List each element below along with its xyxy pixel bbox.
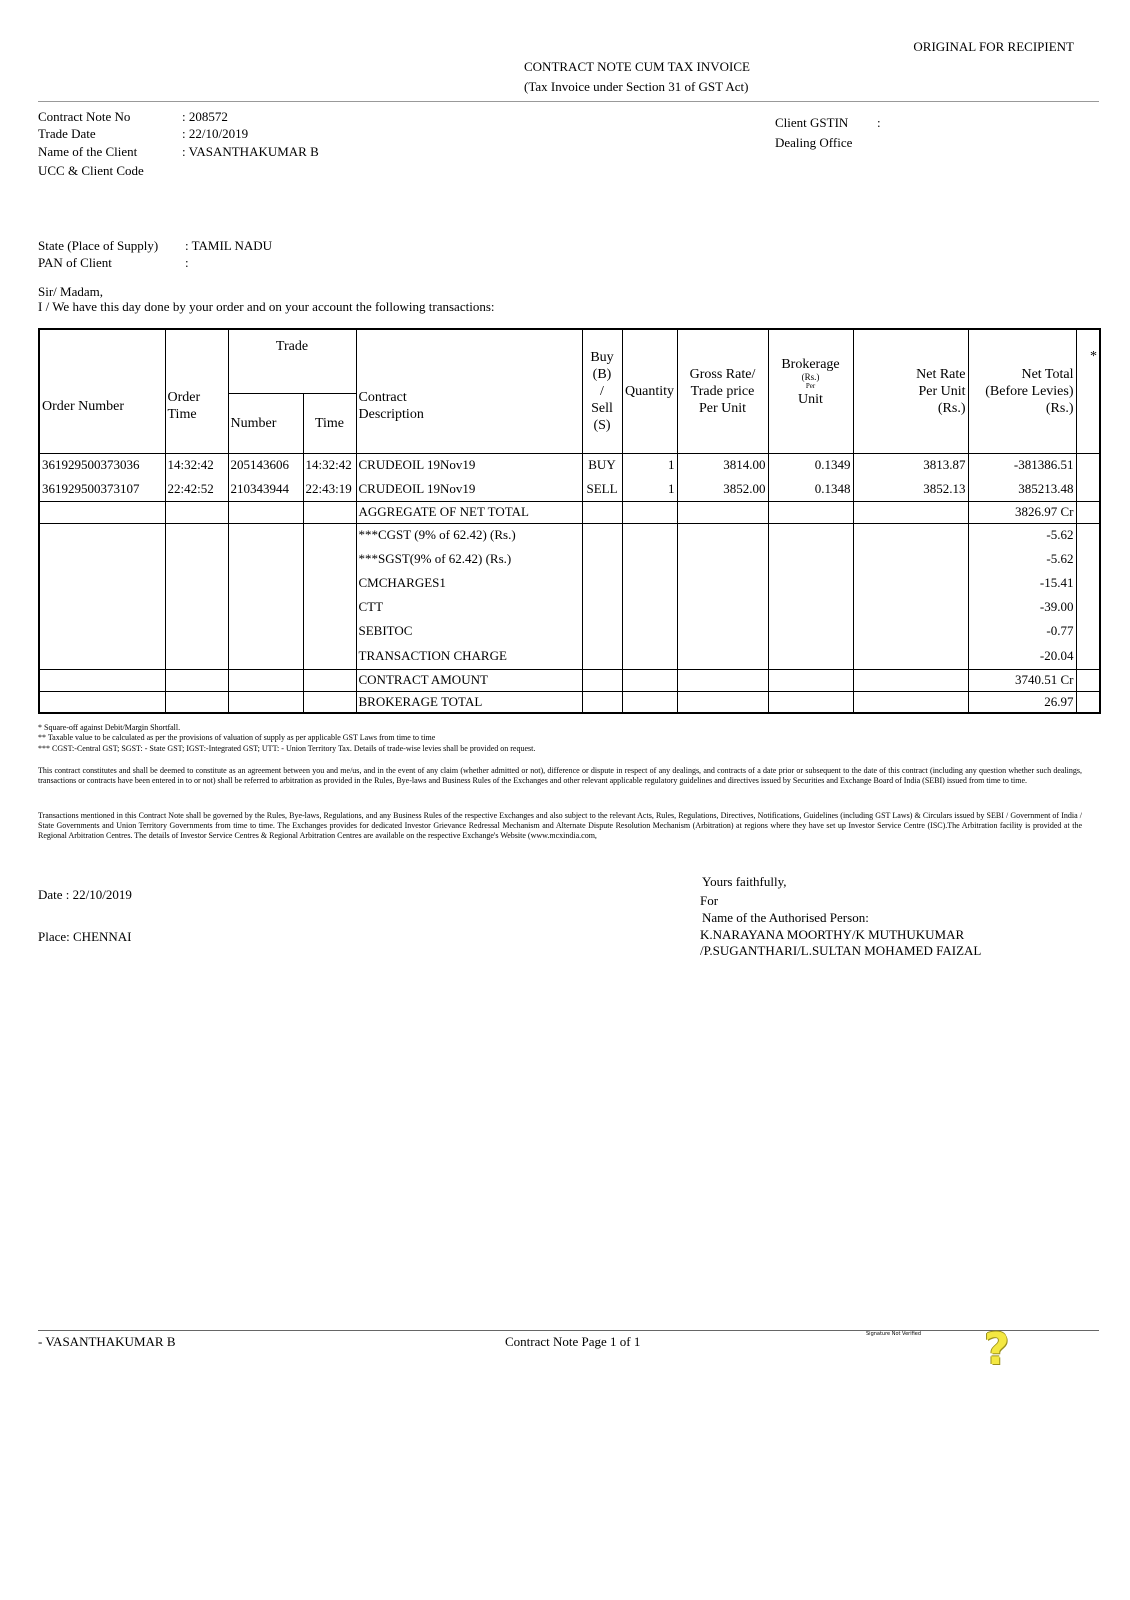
description-cell: CRUDEOIL 19Nov19 (356, 477, 582, 501)
order-number-cell: 361929500373036 (39, 453, 165, 477)
header-buy-sell-5: (S) (593, 417, 611, 433)
signoff-place: Place: CHENNAI (38, 929, 132, 944)
authorised-person-label: Name of the Authorised Person: (702, 910, 869, 925)
levy-value: -39.00 (968, 595, 1076, 619)
levy-value: -15.41 (968, 571, 1076, 595)
signoff-date: Date : 22/10/2019 (38, 887, 132, 902)
footnote-3: *** CGST:-Central GST; SGST: - State GST; IGST:-Integrated GST; UTT: - Union Territory Tax. Details of trade-wise levies shall be provided on request. (38, 744, 536, 753)
levy-value: -20.04 (968, 643, 1076, 669)
pan-label: PAN of Client (38, 255, 112, 270)
description-cell: CRUDEOIL 19Nov19 (356, 453, 582, 477)
dealing-office-label: Dealing Office (775, 135, 853, 150)
contract-amount-row (39, 669, 1100, 691)
brokerage-total-label: BROKERAGE TOTAL (356, 691, 582, 713)
footer-page-number: Contract Note Page 1 of 1 (505, 1334, 641, 1349)
trade-date-value: : 22/10/2019 (182, 126, 249, 141)
header-gross-rate-3: Per Unit (698, 400, 747, 416)
order-time-cell: 14:32:42 (165, 453, 228, 477)
net-rate-cell: 3852.13 (853, 477, 968, 501)
header-brokerage-2: (Rs.) (801, 372, 820, 382)
levy-row (39, 619, 1100, 643)
client-name-value: : VASANTHAKUMAR B (182, 144, 319, 159)
client-gstin-label: Client GSTIN (775, 115, 849, 130)
levy-value: -5.62 (968, 547, 1076, 571)
header-buy-sell-3: / (600, 383, 604, 399)
trade-date-label: Trade Date (38, 126, 96, 141)
header-net-rate-1: Net Rate (916, 366, 966, 382)
buy-sell-cell: SELL (582, 477, 622, 501)
state-value: : TAMIL NADU (185, 238, 273, 253)
aggregate-label: AGGREGATE OF NET TOTAL (356, 501, 582, 523)
footnote-1: * Square-off against Debit/Margin Shortfall. (38, 723, 181, 732)
buy-sell-cell: BUY (582, 453, 622, 477)
header-quantity: Quantity (622, 329, 677, 453)
order-number-cell: 361929500373107 (39, 477, 165, 501)
header-trade: Trade (228, 329, 356, 393)
net-total-cell: -381386.51 (968, 453, 1076, 477)
quantity-cell: 1 (622, 477, 677, 501)
authorised-person-line2: /P.SUGANTHARI/L.SULTAN MOHAMED FAIZAL (700, 943, 982, 958)
header-trade-number: Number (228, 393, 303, 453)
client-gstin-colon: : (877, 115, 881, 130)
header-divider (38, 101, 1099, 102)
levy-row (39, 571, 1100, 595)
header-net-rate-3: (Rs.) (937, 400, 966, 416)
header-gross-rate-1: Gross Rate/ (689, 366, 756, 382)
state-label: State (Place of Supply) (38, 238, 159, 253)
document-title: CONTRACT NOTE CUM TAX INVOICE (524, 59, 750, 74)
header-net-total-3: (Rs.) (1045, 400, 1074, 416)
header-contract-description-text: Contract Description (358, 390, 424, 423)
header-brokerage-4: Unit (798, 392, 823, 407)
table-row (39, 477, 1100, 501)
levy-row (39, 523, 1100, 547)
brokerage-cell: 0.1348 (768, 477, 853, 501)
header-order-time (165, 329, 228, 453)
header-buy-sell (582, 329, 622, 453)
remarks-cell (1076, 477, 1100, 501)
net-total-cell: 385213.48 (968, 477, 1076, 501)
levy-label: ***SGST(9% of 62.42) (Rs.) (356, 547, 582, 571)
header-gross-rate-2: Trade price (690, 383, 755, 399)
gross-rate-cell: 3814.00 (677, 453, 768, 477)
contract-note-value: : 208572 (182, 109, 228, 124)
signature-unverified-icon: ? (984, 1324, 1010, 1375)
order-time-cell: 22:42:52 (165, 477, 228, 501)
brokerage-total-value: 26.97 (968, 691, 1076, 713)
header-order-number (39, 329, 165, 453)
header-brokerage (768, 329, 853, 453)
levy-row (39, 547, 1100, 571)
transactions-table (38, 328, 1101, 714)
trade-number-cell: 210343944 (228, 477, 303, 501)
header-trade-time: Time (303, 393, 356, 453)
signoff-for: For (700, 893, 719, 908)
levy-label: CTT (356, 595, 582, 619)
levy-label: TRANSACTION CHARGE (356, 643, 582, 669)
header-order-number-text: Order Number (42, 398, 125, 414)
pan-value: : (185, 255, 189, 270)
header-net-total (968, 329, 1076, 453)
header-net-rate (853, 329, 968, 453)
document-subtitle: (Tax Invoice under Section 31 of GST Act) (524, 79, 749, 94)
gross-rate-cell: 3852.00 (677, 477, 768, 501)
authorised-person-line1: K.NARAYANA MOORTHY/K MUTHUKUMAR (700, 927, 965, 942)
header-net-rate-2: Per Unit (918, 383, 966, 399)
governance-paragraph: Transactions mentioned in this Contract Note shall be governed by the Rules, Bye-laws, Regulations, and any Business Rules of the respective Exchanges and also subject to the relevant Acts, Rules, Regulations, Directives, Notifications, Guidelines (including GST Laws) & Circulars issued by SEBI / Government of India / State Governments and Union Territory Governments from time to time. The Exchanges provides for dedicated Investor Grievance Redressal Mechanism and Alternate Dispute Resolution Mechanism (Arbitration) at regions where they have set up Investor Service Centre (ISC).The Arbitration facility is provided at the Regional Arbitration Centres. The details of Investor Service Centres & Regional Arbitration Centres are available on the respective Exchange's Website (www.mcxindia.com, (38, 811, 1082, 840)
salutation: Sir/ Madam, (38, 284, 103, 299)
brokerage-cell: 0.1349 (768, 453, 853, 477)
footer-client-name: - VASANTHAKUMAR B (38, 1334, 176, 1349)
intro-line: I / We have this day done by your order and on your account the following transactions: (38, 299, 495, 314)
header-net-total-2: (Before Levies) (985, 383, 1074, 399)
header-gross-rate (677, 329, 768, 453)
header-order-time-text: Order Time (167, 390, 201, 423)
footnote-2: ** Taxable value to be calculated as per the provisions of valuation of supply as per applicable GST Laws from time to time (38, 733, 436, 742)
levy-label: CMCHARGES1 (356, 571, 582, 595)
yours-faithfully: Yours faithfully, (702, 874, 787, 889)
header-remarks: * (1076, 329, 1100, 453)
aggregate-value: 3826.97 Cr (968, 501, 1076, 523)
copy-label: ORIGINAL FOR RECIPIENT (913, 39, 1074, 54)
quantity-cell: 1 (622, 453, 677, 477)
client-name-label: Name of the Client (38, 144, 138, 159)
levy-row (39, 595, 1100, 619)
levy-row (39, 643, 1100, 669)
signature-status: Signature Not Verified (866, 1331, 922, 1337)
header-contract-description (356, 329, 582, 453)
header-brokerage-3: Per (805, 382, 816, 390)
header-net-total-1: Net Total (1021, 366, 1074, 382)
header-buy-sell-1: Buy (590, 349, 614, 365)
levy-value: -5.62 (968, 523, 1076, 547)
brokerage-total-row (39, 691, 1100, 713)
aggregate-row (39, 501, 1100, 523)
contract-amount-label: CONTRACT AMOUNT (356, 669, 582, 691)
ucc-label: UCC & Client Code (38, 163, 144, 178)
footer-divider (38, 1330, 1099, 1331)
levy-label: ***CGST (9% of 62.42) (Rs.) (356, 523, 582, 547)
trade-time-cell: 14:32:42 (303, 453, 356, 477)
table-row (39, 453, 1100, 477)
remarks-cell (1076, 453, 1100, 477)
trade-time-cell: 22:43:19 (303, 477, 356, 501)
header-brokerage-1: Brokerage (781, 357, 840, 372)
arbitration-paragraph: This contract constitutes and shall be deemed to constitute as an agreement between you and me/us, and in the event of any claim (whether admitted or not), difference or dispute in respect of any dealings, and contracts of a date prior or subsequent to the date of this contract (including any question whether such dealings, transactions or contracts have been entered in to or not) shall be referred to arbitration as provided in the Rules, Bye-laws and Business Rules of the Exchanges and other relevant applicable regulatory guidelines and directives issued by Securities and Exchange Board of India (SEBI) issued from time to time. (38, 766, 1082, 785)
contract-amount-value: 3740.51 Cr (968, 669, 1076, 691)
net-rate-cell: 3813.87 (853, 453, 968, 477)
header-buy-sell-4: Sell (591, 400, 613, 416)
header-buy-sell-2: (B) (592, 366, 612, 382)
trade-number-cell: 205143606 (228, 453, 303, 477)
levy-value: -0.77 (968, 619, 1076, 643)
levy-label: SEBITOC (356, 619, 582, 643)
contract-note-label: Contract Note No (38, 109, 131, 124)
